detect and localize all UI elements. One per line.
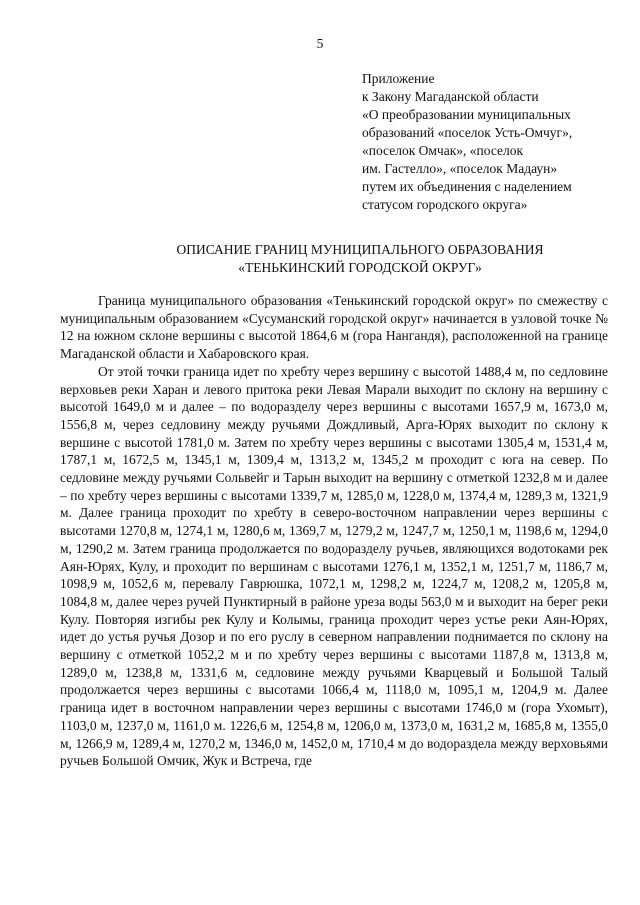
- appendix-line: к Закону Магаданской области: [362, 89, 539, 104]
- title-line: «ТЕНЬКИНСКИЙ ГОРОДСКОЙ ОКРУГ»: [238, 260, 482, 275]
- appendix-line: Приложение: [362, 71, 435, 86]
- document-body: [60, 292, 608, 770]
- appendix-line: «О преобразовании муниципальных: [362, 107, 571, 122]
- body-paragraph: От этой точки граница идет по хребту через вершину с высотой 1488,4 м, по седловине верховьев реки Харан и левого притока реки Левая Марали выходит по склону на вершину с высотой 1649,0 м и далее – по водоразделу через вершины с высотами 1657,9 м, 1673,0 м, 1556,8 м, через седловину между ручьями Дождливый, Арга-Юрях выходит по склону к вершине с высотой 1781,0 м. Затем по хребту через вершины с высотами 1305,4 м, 1531,4 м, 1787,1 м, 1672,5 м, 1345,1 м, 1309,4 м, 1313,2 м, 1345,2 м проходит с юга на север. По седловине между ручьями Сольвейг и Тарын выходит на вершину с отметкой 1232,8 м и далее – по хребту через вершины с высотами 1339,7 м, 1285,0 м, 1228,0 м, 1374,4 м, 1289,3 м, 1321,9 м. Далее граница проходит по хребту в северо-восточном направлении через вершины с высотами 1270,8 м, 1274,1 м, 1280,6 м, 1369,7 м, 1279,2 м, 1247,7 м, 1250,1 м, 1198,6 м, 1294,0 м, 1290,2 м. Затем граница продолжается по водоразделу ручьев, являющихся водотоками рек Аян-Юрях, Кулу, и проходит по вершинам с высотами 1276,1 м, 1352,1 м, 1251,7 м, 1186,7 м, 1098,9 м, 1052,6 м, перевалу Гаврюшка, 1072,1 м, 1298,2 м, 1224,7 м, 1208,2 м, 1205,8 м, 1084,8 м, далее через ручей Пунктирный в районе уреза воды 563,0 м и выходит на берег реки Кулу. Повторяя изгибы рек Кулу и Колымы, граница проходит через устье реки Аян-Юрях, идет до устья ручья Дозор и по его руслу в северном направлении поднимается по склону на вершину с отметкой 1052,2 м и по хребту через вершины с высотами 1187,8 м, 1313,8 м, 1289,0 м, 1238,8 м, 1331,6 м, седловине между ручьями Кварцевый и Большой Талый продолжается через вершины с высотами 1066,4 м, 1118,0 м, 1095,1 м, 1204,9 м. Далее граница идет в восточном направлении через вершины с высотами 1746,0 м (гора Ухомыт), 1103,0 м, 1237,0 м, 1161,0 м. 1226,6 м, 1254,8 м, 1206,0 м, 1373,0 м, 1631,2 м, 1685,8 м, 1355,0 м, 1266,9 м, 1289,4 м, 1270,2 м, 1346,0 м, 1452,0 м, 1710,4 м до водораздела между верховьями ручьев Большой Омчик, Жук и Встреча, где: [60, 363, 608, 769]
- appendix-line: им. Гастелло», «поселок Мадаун»: [362, 161, 558, 176]
- body-paragraph: Граница муниципального образования «Тенькинский городской округ» по смежеству с муниципальным образованием «Сусуманский городской округ» начинается в узловой точке № 12 на южном склоне вершины с высотой 1864,6 м (гора Нангандя), расположенной на границе Магаданской области и Хабаровского края.: [60, 293, 608, 362]
- appendix-line: образований «поселок Усть-Омчуг»,: [362, 125, 573, 140]
- appendix-note: [362, 70, 622, 214]
- appendix-line: путем их объединения с наделением: [362, 179, 572, 194]
- document-title: [60, 241, 640, 277]
- appendix-line: статусом городского округа»: [362, 197, 528, 212]
- page-number: 5: [316, 36, 324, 51]
- title-line: ОПИСАНИЕ ГРАНИЦ МУНИЦИПАЛЬНОГО ОБРАЗОВАНИЯ: [176, 242, 544, 257]
- appendix-line: «поселок Омчак», «поселок: [362, 143, 524, 158]
